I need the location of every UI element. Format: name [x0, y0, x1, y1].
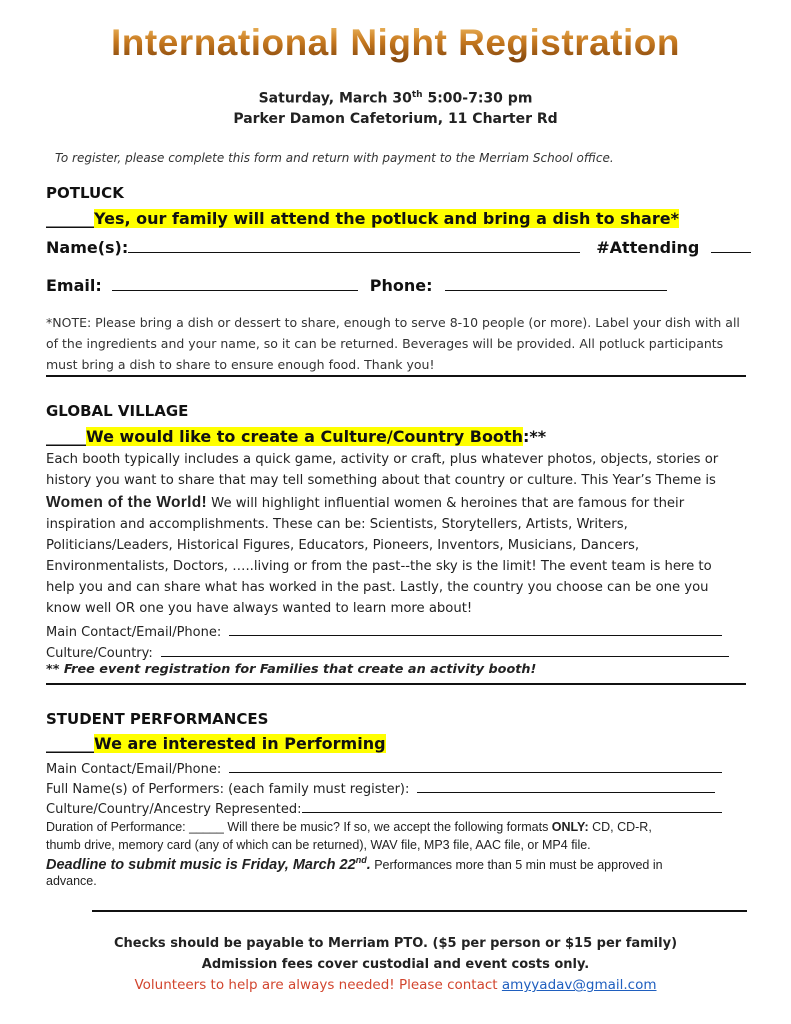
- booth-contact-row: [46, 622, 722, 640]
- booth-text-1: Each booth typically includes a quick game, activity or craft, plus whatever photos, objects, stories or: [46, 452, 719, 467]
- booth-contact-label: Main Contact/Email/Phone:: [46, 625, 222, 640]
- global-village-heading: GLOBAL VILLAGE: [46, 402, 189, 420]
- booth-text-2: history you want to share that may tell something about that country or culture. This Year’s Theme is: [46, 473, 716, 488]
- divider: [92, 910, 747, 912]
- names-field[interactable]: [128, 239, 580, 253]
- potluck-heading: POTLUCK: [46, 184, 124, 202]
- potluck-option[interactable]: ______Yes, our family will attend the potluck and bring a dish to share*: [46, 209, 679, 228]
- performers-field[interactable]: [417, 779, 715, 793]
- intro-text: To register, please complete this form and return with payment to the Merriam School office.: [55, 151, 614, 165]
- booth-text-6: Environmentalists, Doctors, …..living or from the past--the sky is the limit! The event team is here to: [46, 559, 712, 574]
- performances-heading: STUDENT PERFORMANCES: [46, 710, 269, 728]
- checks-note: Checks should be payable to Merriam PTO. ($5 per person or $15 per family): [113, 936, 678, 951]
- potluck-note: *NOTE: Please bring a dish or dessert to share, enough to serve 8-10 people (or more). Label your dish with all of the ingredients and your name, so it can be returned. Beverages will be provided. All potluck participants must bring a dish to share to ensure enough food. Thank you!: [46, 315, 740, 372]
- culture-row: [46, 799, 722, 817]
- approval-text: advance.: [46, 874, 97, 888]
- booth-text-3: Women of the World! We will highlight influential women & heroines that are famous for their: [46, 494, 685, 511]
- page-title: International Night Registration: [0, 22, 791, 64]
- phone-label: Phone:: [369, 276, 433, 295]
- attending-label: #Attending: [596, 238, 700, 257]
- performers-row: [46, 779, 715, 797]
- performing-option[interactable]: ______We are interested in Performing: [46, 734, 386, 753]
- deadline-text: Deadline to submit music is Friday, March 22nd.: [46, 855, 371, 873]
- attending-field[interactable]: [711, 239, 751, 253]
- divider: [46, 375, 746, 377]
- performance-contact-row: [46, 759, 722, 777]
- booth-option[interactable]: _____We would like to create a Culture/Country Booth:**: [46, 427, 547, 446]
- performing-option-label: We are interested in Performing: [94, 734, 386, 753]
- event-date: Saturday, March 30th 5:00-7:30 pm: [258, 90, 533, 107]
- booth-country-label: Culture/Country:: [46, 646, 153, 661]
- booth-text-8: know well OR one you have always wanted to learn more about!: [46, 601, 473, 616]
- fees-note: Admission fees cover custodial and event costs only.: [201, 957, 590, 972]
- duration-row: Duration of Performance: _____ Will there be music? If so, we accept the following formats ONLY: CD, CD-R,: [46, 820, 652, 834]
- performers-label: Full Name(s) of Performers: (each family must register):: [46, 782, 410, 797]
- email-field[interactable]: [112, 277, 358, 291]
- formats-text: thumb drive, memory card (any of which can be returned), WAV file, MP3 file, AAC file, or MP4 file.: [46, 838, 591, 852]
- theme-label: Women of the World!: [46, 494, 207, 511]
- booth-country-field[interactable]: [161, 643, 729, 657]
- booth-text-4: inspiration and accomplishments. These can be: Scientists, Storytellers, Artists, Writers,: [46, 517, 628, 532]
- names-label: Name(s):: [46, 238, 129, 257]
- booth-country-row: [46, 643, 729, 661]
- performance-contact-field[interactable]: [229, 759, 722, 773]
- volunteer-note: Volunteers to help are always needed! Please contact amyyadav@gmail.com: [134, 977, 657, 993]
- booth-text-7: help you and can share what has worked in the past. Lastly, the country you choose can be one you: [46, 580, 709, 595]
- performance-contact-label: Main Contact/Email/Phone:: [46, 762, 222, 777]
- contact-email-link[interactable]: amyyadav@gmail.com: [501, 977, 657, 993]
- culture-field[interactable]: [302, 799, 722, 813]
- culture-label: Culture/Country/Ancestry Represented:: [46, 802, 302, 817]
- potluck-names-row: [46, 238, 751, 257]
- potluck-contact-row: [46, 276, 667, 295]
- phone-field[interactable]: [445, 277, 667, 291]
- free-registration-note: ** Free event registration for Families that create an activity booth!: [46, 662, 537, 677]
- divider: [46, 683, 746, 685]
- event-location: Parker Damon Cafetorium, 11 Charter Rd: [233, 111, 558, 127]
- potluck-option-label: Yes, our family will attend the potluck and bring a dish to share*: [94, 209, 679, 228]
- deadline-row: Deadline to submit music is Friday, March 22nd. Performances more than 5 min must be approved in: [46, 855, 663, 873]
- email-label: Email:: [46, 276, 102, 295]
- booth-contact-field[interactable]: [229, 622, 722, 636]
- booth-text-5: Politicians/Leaders, Historical Figures, Educators, Pioneers, Inventors, Musicians, Dancers,: [46, 538, 640, 553]
- booth-option-label: We would like to create a Culture/Country Booth: [86, 427, 523, 446]
